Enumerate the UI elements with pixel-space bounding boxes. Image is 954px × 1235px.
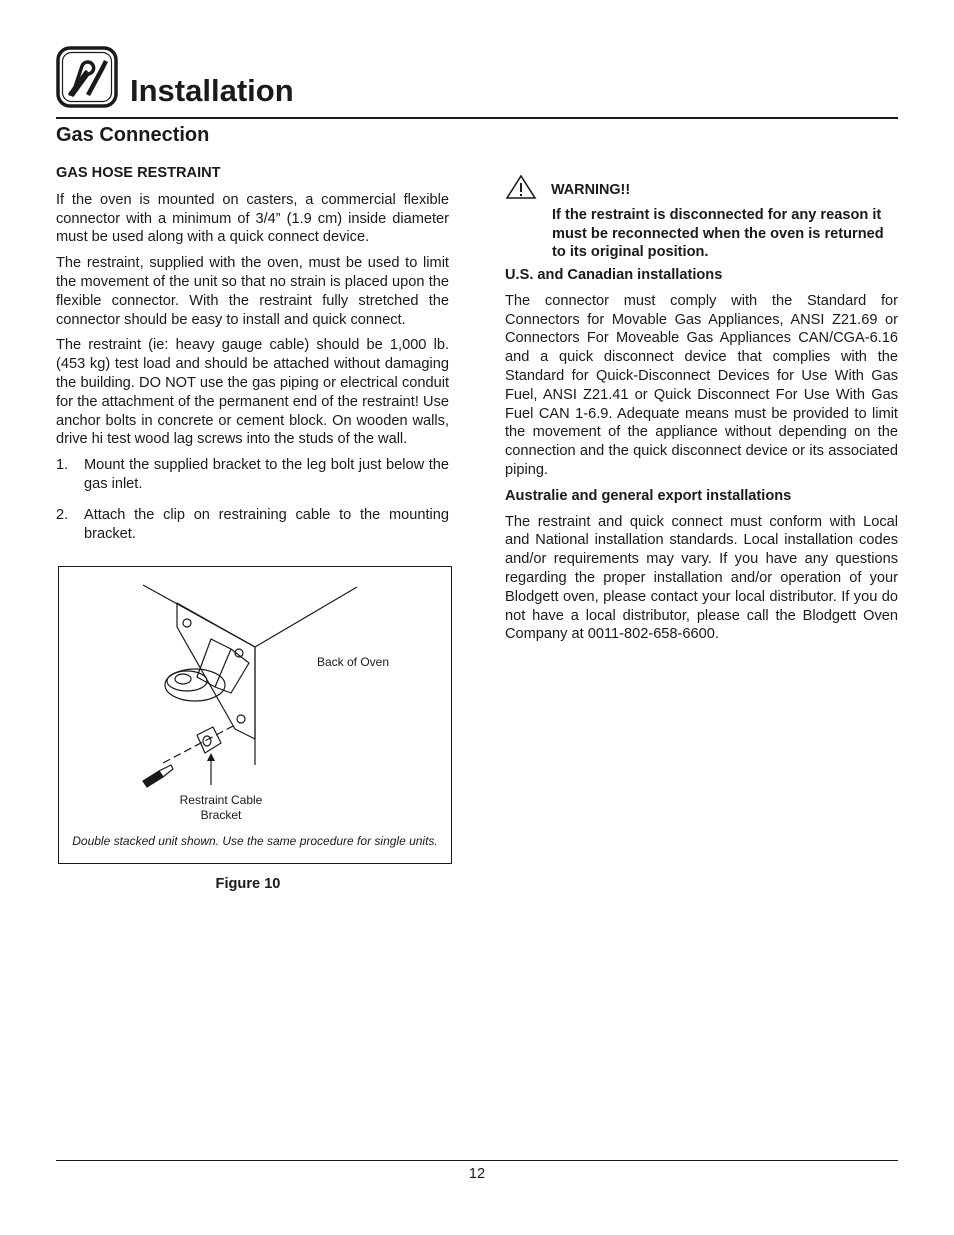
wrench-screwdriver-icon — [56, 46, 118, 108]
warning-triangle-icon — [505, 174, 537, 200]
paragraph: The restraint (ie: heavy gauge cable) should be 1,000 lb. (453 kg) test load and should be attached without damaging the building. DO NOT use the gas piping or electrical conduit for the attachment of the permanent end of the restraint! Use anchor bolts in concrete or cement block. On wooden walls, drive hi test wood lag screws into the studs of the wall. — [56, 337, 449, 448]
warning-block — [505, 174, 898, 266]
list-text: Attach the clip on restraining cable to the mounting bracket. — [84, 506, 449, 542]
warning-text: If the restraint is disconnected for any reason it must be reconnected when the oven is returned to its original position. — [552, 207, 884, 261]
list-number: 1. — [56, 457, 69, 474]
paragraph: The restraint, supplied with the oven, must be used to limit the movement of the unit so that no strain is placed upon the flexible connector. With the restraint fully stretched the connector should be easy to install and quick connect. — [56, 255, 449, 328]
restraint-cable-bracket-label: Restraint Cable Bracket — [179, 793, 263, 822]
figure-box — [58, 566, 452, 864]
paragraph: The connector must comply with the Standard for Connectors for Movable Gas Appliances, ANSI Z21.69 or Connectors For Moveable Gas Appliances CAN/CGA-6.16 and a quick disconnect device that complies with the Standard for Quick-Disconnect Devices for Use With Gas Fuel, ANSI Z21.41 or Quick Disconnect For Use With Gas Fuel CAN 1-6.9. Adequate means must be provided to limit the movement of the appliance without depending on the connection and the quick disconnect device or its associated piping. — [505, 292, 898, 478]
us-canadian-heading: U.S. and Canadian installations — [505, 267, 723, 283]
list-item — [56, 506, 449, 544]
warning-title: WARNING!! — [551, 182, 631, 198]
paragraph: If the oven is mounted on casters, a commercial flexible connector with a minimum of 3/4” (1.9 cm) inside diameter must be used along with a quick connect device. — [56, 191, 449, 246]
back-of-oven-label: Back of Oven — [316, 655, 390, 669]
section-title: Gas Connection — [56, 124, 210, 146]
paragraph: The restraint and quick connect must conform with Local and National installation standards. Local installation codes and/or requirements may vary. If you have any questions regarding the proper installation and/or operation of your Blodgett oven, please contact your local distributor. If you do not have a local distributor, please call the Blodgett Oven Company at 0011-802-658-6600. — [505, 513, 898, 643]
list-number: 2. — [56, 506, 69, 523]
left-column — [56, 164, 449, 543]
gas-hose-restraint-heading: GAS HOSE RESTRAINT — [56, 165, 221, 181]
export-heading: Australie and general export installations — [505, 487, 792, 504]
footer-divider — [56, 1160, 898, 1161]
list-item — [56, 456, 449, 494]
right-column — [505, 174, 898, 651]
list-text: Mount the supplied bracket to the leg bolt just below the gas inlet. — [84, 457, 449, 492]
header-divider — [56, 117, 898, 119]
figure-title: Figure 10 — [215, 876, 281, 892]
page-number: 12 — [468, 1166, 486, 1182]
figure-caption: Double stacked unit shown. Use the same procedure for single units. — [72, 834, 438, 848]
page-title: Installation — [130, 73, 294, 108]
